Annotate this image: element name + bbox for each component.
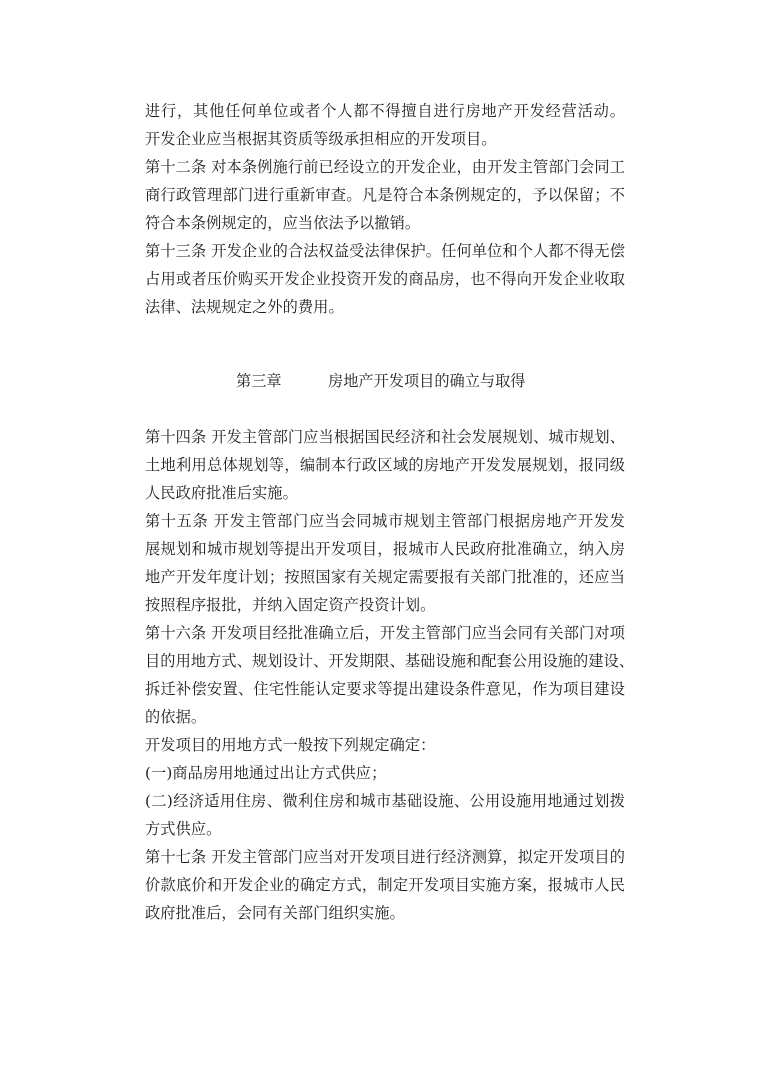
paragraph-line: 法律、法规规定之外的费用。	[145, 298, 344, 316]
paragraph-line: 目的用地方式、规划设计、开发期限、基础设施和配套公用设施的建设、	[145, 652, 635, 670]
paragraph-line: 展规划和城市规划等提出开发项目，报城市人民政府批准确立，纳入房	[145, 540, 625, 558]
paragraph-line: 商行政管理部门进行重新审查。凡是符合本条例规定的，予以保留；不	[145, 186, 625, 204]
article-16-line: 第十六条 开发项目经批准确立后，开发主管部门应当会同有关部门对项	[145, 624, 625, 642]
article-12-line: 第十二条 对本条例施行前已经设立的开发企业，由开发主管部门会同工	[145, 158, 625, 176]
paragraph-line: 拆迁补偿安置、住宅性能认定要求等提出建设条件意见，作为项目建设	[145, 680, 625, 698]
paragraph-line: 方式供应。	[145, 820, 222, 838]
article-17-line: 第十七条 开发主管部门应当对开发项目进行经济测算，拟定开发项目的	[145, 848, 625, 866]
list-item-1: (一)商品房用地通过出让方式供应；	[145, 764, 387, 782]
paragraph-line: 按照程序报批，并纳入固定资产投资计划。	[145, 596, 436, 614]
paragraph-line: 政府批准后，会同有关部门组织实施。	[145, 904, 405, 922]
chapter-title: 房地产开发项目的确立与取得	[328, 372, 526, 390]
paragraph-line: 进行，其他任何单位或者个人都不得擅自进行房地产开发经营活动。	[145, 102, 625, 120]
list-item-2: (二)经济适用住房、微利住房和城市基础设施、公用设施用地通过划拨	[145, 792, 625, 810]
paragraph-line: 符合本条例规定的，应当依法予以撤销。	[145, 214, 421, 232]
paragraph-line: 价款底价和开发企业的确定方式，制定开发项目实施方案，报城市人民	[145, 876, 625, 894]
paragraph-line: 占用或者压价购买开发企业投资开发的商品房，也不得向开发企业收取	[145, 270, 625, 288]
paragraph-line: 开发企业应当根据其资质等级承担相应的开发项目。	[145, 130, 497, 148]
paragraph-line: 土地利用总体规划等，编制本行政区域的房地产开发发展规划，报同级	[145, 456, 625, 474]
article-15-line: 第十五条 开发主管部门应当会同城市规划主管部门根据房地产开发发	[145, 512, 625, 530]
chapter-number: 第三章	[236, 372, 282, 390]
article-13-line: 第十三条 开发企业的合法权益受法律保护。任何单位和个人都不得无偿	[145, 242, 625, 260]
article-14-line: 第十四条 开发主管部门应当根据国民经济和社会发展规划、城市规划、	[145, 428, 625, 446]
paragraph-line: 人民政府批准后实施。	[145, 484, 298, 502]
paragraph-line: 的依据。	[145, 708, 207, 726]
paragraph-line: 开发项目的用地方式一般按下列规定确定：	[145, 736, 436, 754]
paragraph-line: 地产开发年度计划；按照国家有关规定需要报有关部门批准的，还应当	[145, 568, 625, 586]
